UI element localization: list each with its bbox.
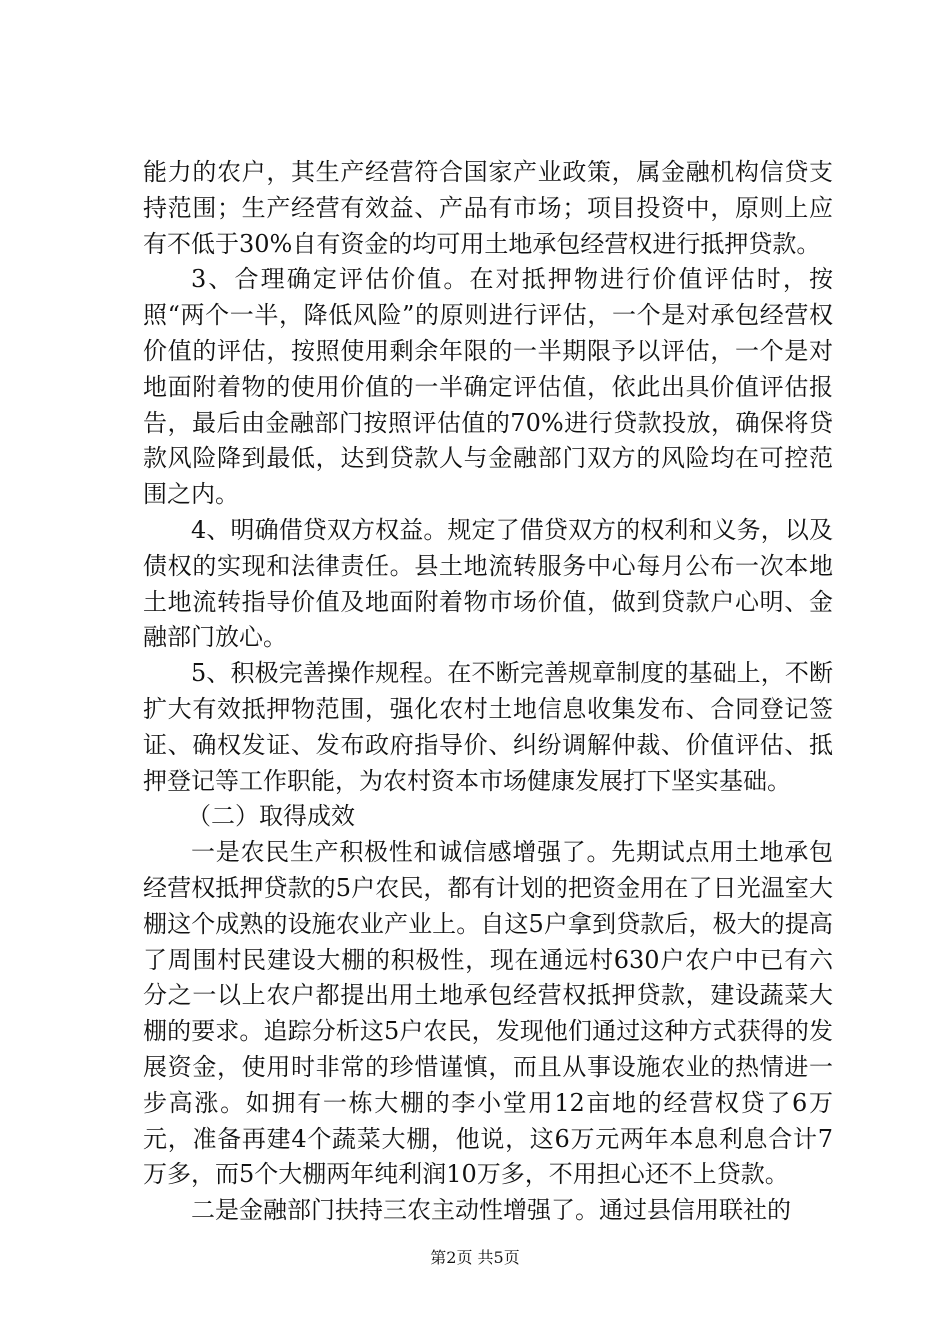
paragraph-continuation: 能力的农户，其生产经营符合国家产业政策，属金融机构信贷支持范围；生产经营有效益、产品有市场；项目投资中，原则上应有不低于30%自有资金的均可用土地承包经营权进行抵押贷款。 [143, 158, 833, 258]
document-body [143, 155, 833, 1229]
paragraph-item-4: 4、明确借贷双方权益。规定了借贷双方的权利和义务，以及债权的实现和法律责任。县土地流转服务中心每月公布一次本地土地流转指导价值及地面附着物市场价值，做到贷款户心明、金融部门放心。 [143, 515, 833, 652]
paragraph-item-5: 5、积极完善操作规程。在不断完善规章制度的基础上，不断扩大有效抵押物范围，强化农村土地信息收集发布、合同登记签证、确权发证、发布政府指导价、纠纷调解仲裁、价值评估、抵押登记等工作职能，为农村资本市场健康发展打下坚实基础。 [143, 659, 833, 795]
page-footer: 第2页 共5页 [430, 1248, 520, 1267]
paragraph-result-2: 二是金融部门扶持三农主动性增强了。通过县信用联社的 [191, 1196, 791, 1225]
paragraph-item-3: 3、合理确定评估价值。在对抵押物进行价值评估时，按照“两个一半，降低风险”的原则进行评估，一个是对承包经营权价值的评估，按照使用剩余年限的一半期限予以评估，一个是对地面附着物的使用价值的一半确定评估值，依此出具价值评估报告，最后由金融部门按照评估值的70%进行贷款投放，确保将贷款风险降到最低，达到贷款人与金融部门双方的风险均在可控范围之内。 [143, 265, 833, 509]
section-heading: （二）取得成效 [187, 802, 355, 831]
paragraph-result-1: 一是农民生产积极性和诚信感增强了。先期试点用土地承包经营权抵押贷款的5户农民，都有计划的把资金用在了日光温室大棚这个成熟的设施农业产业上。自这5户拿到贷款后，极大的提高了周围村民建设大棚的积极性，现在通远村630户农户中已有六分之一以上农户都提出用土地承包经营权抵押贷款，建设蔬菜大棚的要求。追踪分析这5户农民，发现他们通过这种方式获得的发展资金，使用时非常的珍惜谨慎，而且从事设施农业的热情进一步高涨。如拥有一栋大棚的李小堂用12亩地的经营权贷了6万元，准备再建4个蔬菜大棚，他说，这6万元两年本息利息合计7万多，而5个大棚两年纯利润10万多，不用担心还不上贷款。 [143, 838, 833, 1189]
